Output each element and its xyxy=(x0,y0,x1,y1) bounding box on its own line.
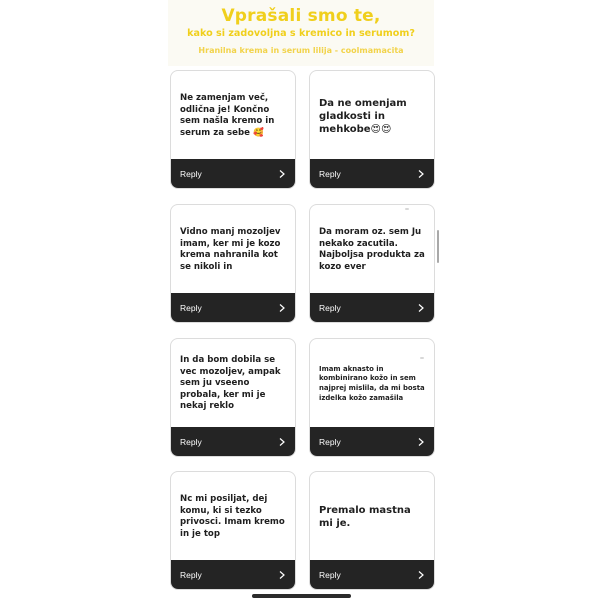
reply-button[interactable] xyxy=(171,293,295,322)
header-caption: Hranilna krema in serum lilija - coolmamacita xyxy=(198,46,404,55)
response-text: Da moram oz. sem Ju nekako zacutila. Najboljsa produkta za kozo ever xyxy=(319,227,425,272)
reply-label: Reply xyxy=(180,302,202,313)
response-text: Imam aknasto in kombinirano kožo in sem najprej mislila, da mi bosta izdelka kožo zamašila xyxy=(319,364,425,402)
reply-button[interactable] xyxy=(171,427,295,456)
decorative-dot xyxy=(405,208,409,210)
response-text: Premalo mastna mi je. xyxy=(319,505,411,529)
reply-label: Reply xyxy=(319,436,341,447)
response-card xyxy=(309,338,435,457)
reply-button[interactable] xyxy=(310,560,434,589)
chevron-right-icon xyxy=(418,571,424,579)
response-text: Da ne omenjam gladkosti in mehkobe😍😍 xyxy=(319,97,407,135)
chevron-right-icon xyxy=(279,571,285,579)
header-title: Vprašali smo te, xyxy=(221,6,381,26)
response-card xyxy=(170,471,296,590)
chevron-right-icon xyxy=(418,304,424,312)
decorative-dot xyxy=(420,357,424,359)
chevron-right-icon xyxy=(279,170,285,178)
story-header xyxy=(168,0,434,66)
response-card xyxy=(170,338,296,457)
scrollbar-thumb[interactable] xyxy=(437,230,439,263)
response-text: Ne zamenjam več, odlična je! Končno sem našla kremo in serum za sebe 🥰 xyxy=(180,93,275,138)
reply-button[interactable] xyxy=(171,560,295,589)
reply-label: Reply xyxy=(180,168,202,179)
reply-button[interactable] xyxy=(171,159,295,188)
reply-button[interactable] xyxy=(310,427,434,456)
reply-label: Reply xyxy=(319,302,341,313)
response-card xyxy=(309,70,435,189)
chevron-right-icon xyxy=(279,438,285,446)
reply-label: Reply xyxy=(319,569,341,580)
reply-button[interactable] xyxy=(310,293,434,322)
response-card xyxy=(309,204,435,323)
header-subtitle: kako si zadovoljna s kremico in serumom? xyxy=(187,28,415,39)
chevron-right-icon xyxy=(418,438,424,446)
response-card xyxy=(170,204,296,323)
home-indicator[interactable] xyxy=(252,594,351,598)
response-text: In da bom dobila se vec mozoljev, ampak sem ju vseeno probala, ker mi je nekaj reklo xyxy=(180,355,281,412)
response-card xyxy=(170,70,296,189)
reply-label: Reply xyxy=(180,569,202,580)
reply-label: Reply xyxy=(319,168,341,179)
chevron-right-icon xyxy=(418,170,424,178)
response-card xyxy=(309,471,435,590)
reply-button[interactable] xyxy=(310,159,434,188)
response-text: Vidno manj mozoljev imam, ker mi je kozo krema nahranila kot se nikoli in xyxy=(180,227,281,272)
response-text: Nc mi posiljat, dej komu, ki si tezko privosci. Imam kremo in je top xyxy=(180,494,285,539)
chevron-right-icon xyxy=(279,304,285,312)
reply-label: Reply xyxy=(180,436,202,447)
